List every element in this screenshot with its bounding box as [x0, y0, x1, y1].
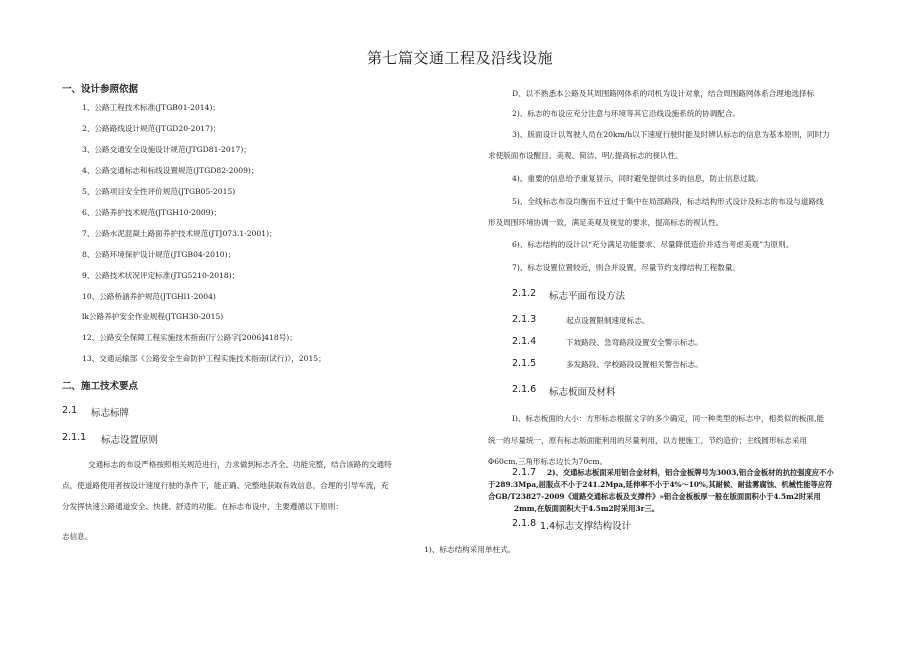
- right-line: 3)、版面设计以驾驶人员在20km∕h以下速度行驶时能及时辨认标志的信息为基本原则，同时力: [512, 130, 830, 139]
- reference-item: 2、公路路线设计规范(JTGD20-2017)；: [82, 124, 221, 133]
- right-line: D、以不熟悉本公路及其周围路网体系的司机为设计对象，结合周围路网体系合理地选择标: [512, 89, 815, 98]
- reference-item: 8、公路环境保护设计规范(JTGB04-2010)；: [82, 250, 236, 259]
- subsection-text: 起点设置限制速度标志。: [566, 316, 650, 325]
- subsection-number: 2.1.3: [512, 314, 537, 325]
- subsection-number: 2.1.7: [512, 467, 537, 478]
- reference-item: lk公路养护安全作业规程(JTGH30-2015): [82, 312, 224, 321]
- materials-line: 于289.3Mpa,屈服点不小于241.2Mpa,延伸率不小于4%～10%,其耐候、耐盐雾腐蚀、机械性能等应符: [488, 480, 833, 489]
- right-line: 统一的尽量统一，原有标志版面能利用的尽量利用，以方便施工，节约造价；主线圆形标志采用: [488, 436, 807, 445]
- reference-item: 13、交通运输部《公路安全生命防护工程实施技术指南(试行)》，2015；: [82, 354, 326, 363]
- bottom-line: 1)、标志结构采用单柱式。: [424, 545, 516, 554]
- right-line: 形及周围环境协调一致，满足美观及视觉的要求，提高标志的视认性。: [488, 218, 724, 227]
- paragraph-line: 分发挥快速公路通道安全、快捷、舒适的功能。在标志布设中，主要遵循以下原则：: [62, 502, 343, 511]
- reference-item: 1、公路工程技术标准(JTGB01-2014)；: [82, 103, 221, 112]
- right-line: 4)、重要的信息给予重复显示，同时避免提供过多的信息，防止信息过载。: [512, 174, 763, 183]
- paragraph-line: 点，使道路使用者按设计速度行驶的条件下，能正确、完整地获取有效信息，合理的引导车流，充: [62, 481, 389, 490]
- subsection-number: 2.1.2: [512, 288, 537, 299]
- subsection-number: 2.1.1: [62, 432, 87, 443]
- section-heading-design-basis: 一、设计参照依据: [62, 84, 139, 95]
- right-line: 7)、标志设置位置较近，则合并设置，尽量节约支撑结构工程数量。: [512, 263, 741, 272]
- reference-item: 6、公路养护技术规范(JTGH10-2009)；: [82, 208, 222, 217]
- reference-item: 9、公路技术状况评定标准(JTG5210-2018)；: [82, 271, 240, 280]
- page-title: 第七篇交通工程及沿线设施: [366, 49, 553, 67]
- reference-item: 7、公路水泥混凝土路面养护技术规范(JTJ073.1-2001)；: [82, 229, 277, 238]
- subsection-title-principles: 标志设置原则: [101, 435, 159, 446]
- materials-line: 2)、交通标志板面采用铝合金材料，铝合金板牌号为3003,铝合金板材的抗拉强度应不小: [547, 468, 834, 477]
- reference-item: 4、公路交通标志和标线设置规范(JTGD82-2009)；: [82, 166, 259, 175]
- subsection-number: 2.1.6: [512, 384, 537, 395]
- right-line: 5)、全线标志布设均衡而不宜过于集中在局部路段，标志结构形式设计及标志的布设与道路线: [512, 197, 824, 206]
- subsection-title-materials: 标志板面及材料: [549, 387, 616, 398]
- subsection-title-signs: 标志标牌: [91, 408, 130, 419]
- right-line: Φ60cm,三角形标志边长为70cm。: [488, 457, 608, 466]
- subsection-number: 2.1: [62, 405, 78, 416]
- paragraph-tail: 志信息。: [62, 532, 93, 541]
- right-line: 6)、标志结构的设计以“充分满足功能要求、尽量降低造价并适当考虑美观”为原则。: [512, 240, 794, 249]
- subsection-text: 多发路段、学校路段设置相关警告标志。: [566, 360, 703, 369]
- subsection-number: 2.1.8: [512, 518, 537, 529]
- reference-item: 12、公路安全保障工程实施技术指南(厅公路字[2006]418号)；: [82, 333, 297, 342]
- subsection-title-support: 1.4标志支撑结构设计: [540, 521, 632, 532]
- right-line: 2)、标志的布设应充分注意与环境等其它沿线设施系统的协调配合。: [512, 109, 741, 118]
- right-line: 求使版面布设醒目、美观、简洁、明/,提高标志的视认性。: [488, 151, 683, 160]
- paragraph-line: 交通标志的布设严格按照相关规范进行，力求做到标志齐全、功能完整，结合该路的交通特: [88, 460, 392, 469]
- subsection-text: 下坡路段、急弯路段设置安全警示标志。: [566, 338, 703, 347]
- subsection-title-layout: 标志平面布设方法: [549, 291, 626, 302]
- reference-item: 3、公路交通安全设施设计规范(JTGD81-2017)；: [82, 145, 251, 154]
- materials-line: 合GB/T23827-2009《道路交通标志板及支撑件》»铝合金板板厚一般在版面面积小于4.5m2时采用: [488, 492, 821, 501]
- right-line: I)、标志板面的大小：方形标志根据文字的多少确定，同一种类型的标志中，相类似的板面,能: [512, 414, 825, 423]
- section-heading-construction: 二、施工技术要点: [62, 381, 139, 392]
- materials-line: 2mm,在版面面积大于4.5m2时采用3r三。: [514, 504, 660, 513]
- reference-item: 5、公路项目安全性评价规范(JTGB05-2015): [82, 187, 236, 196]
- subsection-number: 2.1.5: [512, 358, 537, 369]
- subsection-number: 2.1.4: [512, 336, 537, 347]
- reference-item: 10、公路桥涵养护规范(JTGHl1-2004): [82, 292, 216, 301]
